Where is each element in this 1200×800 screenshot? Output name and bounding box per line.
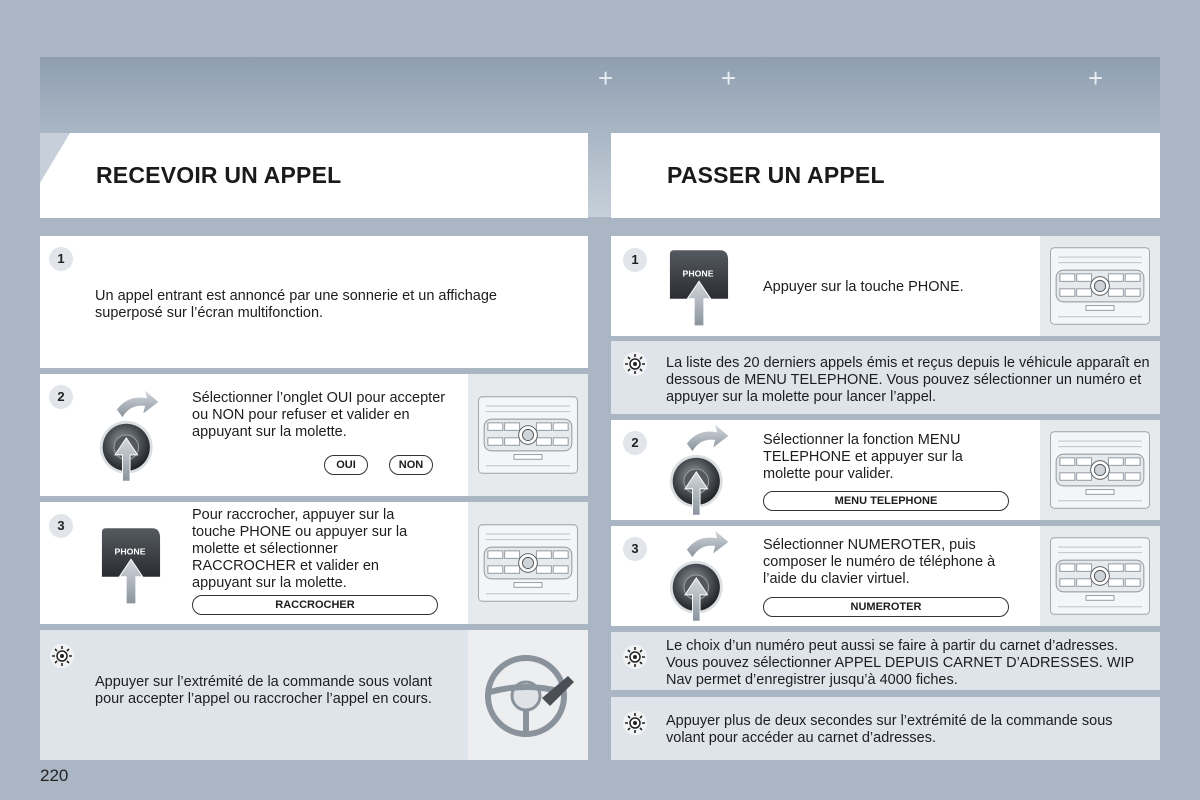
radio-unit-icon [476, 521, 580, 605]
left-step3-image [468, 502, 588, 624]
right-step2-text: Sélectionner la fonction MENU TELEPHONE et appuyer sur la molette pour valider. [763, 432, 963, 482]
step1-text: Un appel entrant est annoncé par une sonnerie et un affichage superposé sur l’écran multifonction. [95, 288, 497, 321]
step-number: 1 [49, 247, 73, 271]
right-tip2-text: Le choix d’un numéro peut aussi se faire à partir du carnet d’adresses. Vous pouvez sélectionner APPEL DEPUIS CARNET D’ADRESSES. WIP Nav permet d’enregistrer jusqu’à 4000 fiches. [666, 638, 1134, 688]
right-step2-image [1040, 420, 1160, 520]
step-number: 2 [623, 431, 647, 455]
right-title-box [611, 133, 1160, 218]
right-tip1-text: La liste des 20 derniers appels émis et reçus depuis le véhicule apparaît en dessous de MENU TELEPHONE. Vous pouvez sélectionner un numéro et appuyer sur la molette pour lancer l’appel. [666, 355, 1150, 405]
phone-button-icon [668, 250, 730, 328]
left-tip-image [468, 630, 588, 760]
rotary-knob-icon [668, 528, 734, 624]
lightbulb-icon [623, 711, 647, 735]
left-title-box [40, 133, 588, 218]
rotary-knob-icon [668, 422, 734, 518]
step2-text: Sélectionner l’onglet OUI pour accepter ou NON pour refuser et valider en appuyant sur la molette. [192, 390, 446, 440]
step-number: 1 [623, 248, 647, 272]
lightbulb-icon [623, 645, 647, 669]
section-title-recevoir: RECEVOIR UN APPEL [96, 162, 342, 188]
right-step1-text: Appuyer sur la touche PHONE. [763, 279, 964, 295]
plus-icon: + [721, 63, 737, 93]
lightbulb-icon [50, 644, 74, 668]
page-number: 220 [40, 766, 69, 785]
step-number: 3 [49, 514, 73, 538]
raccrocher-button[interactable]: RACCROCHER [192, 595, 438, 615]
left-tip-text: Appuyer sur l’extrémité de la commande sous volant pour accepter l’appel ou raccrocher l’appel en cours. [95, 674, 432, 707]
step3-text: Pour raccrocher, appuyer sur la touche PHONE ou appuyer sur la molette et sélectionner RACCROCHER et valider en appuyant sur la molette. [192, 507, 408, 591]
step-number: 3 [623, 537, 647, 561]
left-step2-image [468, 374, 588, 496]
steering-wheel-icon [482, 648, 578, 744]
non-button[interactable]: NON [389, 455, 433, 475]
right-step3-image [1040, 526, 1160, 626]
lightbulb-icon [623, 352, 647, 376]
numeroter-button[interactable]: NUMEROTER [763, 597, 1009, 617]
right-step1-image [1040, 236, 1160, 336]
plus-icon: + [1088, 63, 1104, 93]
radio-unit-icon [1048, 428, 1152, 512]
section-title-passer: PASSER UN APPEL [667, 162, 885, 188]
radio-unit-icon [1048, 534, 1152, 618]
oui-button[interactable]: OUI [324, 455, 368, 475]
right-step3-text: Sélectionner NUMEROTER, puis composer le numéro de téléphone à l’aide du clavier virtuel. [763, 537, 996, 587]
phone-button-icon [100, 528, 162, 606]
radio-unit-icon [1048, 244, 1152, 328]
right-tip3-text: Appuyer plus de deux secondes sur l’extrémité de la commande sous volant pour accéder au carnet d’adresses. [666, 713, 1113, 746]
menu-telephone-button[interactable]: MENU TELEPHONE [763, 491, 1009, 511]
plus-icon: + [598, 63, 614, 93]
radio-unit-icon [476, 393, 580, 477]
rotary-knob-icon [98, 388, 164, 484]
step-number: 2 [49, 385, 73, 409]
